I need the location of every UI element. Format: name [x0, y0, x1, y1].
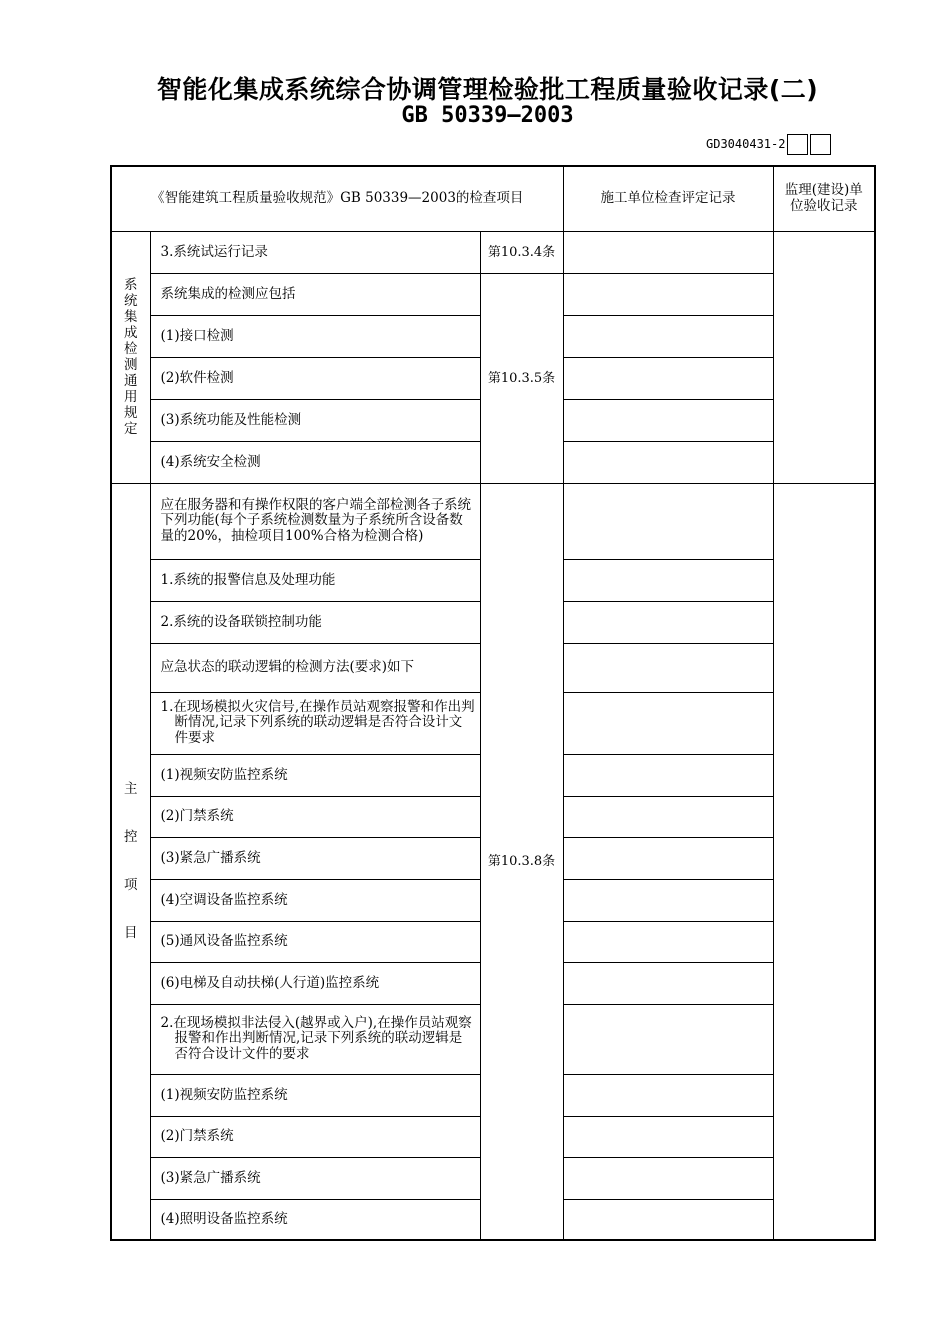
item-cell: 应急状态的联动逻辑的检测方法(要求)如下 [150, 643, 480, 692]
item-cell: 系统集成的检测应包括 [150, 273, 480, 315]
item-cell: (4)空调设备监控系统 [150, 879, 480, 921]
standard-number: GB 50339—2003 [401, 103, 574, 128]
form-code-box-1[interactable] [787, 134, 808, 155]
form-code-text: GD3040431-2 [706, 137, 786, 151]
contractor-record-cell[interactable] [563, 399, 773, 441]
item-cell: (2)软件检测 [150, 357, 480, 399]
contractor-record-cell[interactable] [563, 879, 773, 921]
item-cell: (4)系统安全检测 [150, 441, 480, 483]
table-header-row [111, 166, 875, 231]
form-title: 智能化集成系统综合协调管理检验批工程质量验收记录(二) [156, 75, 819, 104]
contractor-record-cell[interactable] [563, 357, 773, 399]
contractor-record-cell[interactable] [563, 559, 773, 601]
section1-label-text: 系统集成检测通用规定 [124, 277, 138, 437]
item-cell: (2)门禁系统 [150, 796, 480, 837]
section1-label [111, 231, 150, 483]
item-cell: (3)紧急广播系统 [150, 1157, 480, 1199]
item-cell: (2)门禁系统 [150, 1116, 480, 1157]
contractor-record-cell[interactable] [563, 441, 773, 483]
contractor-record-cell[interactable] [563, 231, 773, 273]
item-cell: (5)通风设备监控系统 [150, 921, 480, 962]
contractor-record-cell[interactable] [563, 273, 773, 315]
header-contractor-record: 施工单位检查评定记录 [563, 166, 773, 231]
section2-label [111, 483, 150, 1240]
contractor-record-cell[interactable] [563, 962, 773, 1004]
contractor-record-cell[interactable] [563, 837, 773, 879]
table-row [111, 273, 875, 315]
contractor-record-cell[interactable] [563, 921, 773, 962]
item-cell: 2.系统的设备联锁控制功能 [150, 601, 480, 643]
clause-cell: 第10.3.5条 [480, 273, 563, 483]
contractor-record-cell[interactable] [563, 1116, 773, 1157]
item-cell: (4)照明设备监控系统 [150, 1199, 480, 1240]
supervisor-record-cell[interactable] [773, 231, 875, 483]
item-cell: 3.系统试运行记录 [150, 231, 480, 273]
contractor-record-cell[interactable] [563, 1199, 773, 1240]
item-cell: (3)紧急广播系统 [150, 837, 480, 879]
header-supervisor-record: 监理(建设)单位验收记录 [773, 166, 875, 231]
item-cell: 2.在现场模拟非法侵入(越界或入户),在操作员站观察报警和作出判断情况,记录下列系统的联动逻辑是否符合设计文件的要求 [150, 1004, 480, 1074]
table-row [111, 231, 875, 273]
clause-cell: 第10.3.8条 [480, 483, 563, 1240]
contractor-record-cell[interactable] [563, 315, 773, 357]
item-cell: (3)系统功能及性能检测 [150, 399, 480, 441]
header-spec-items: 《智能建筑工程质量验收规范》GB 50339—2003的检查项目 [111, 166, 563, 231]
item-cell: 1.在现场模拟火灾信号,在操作员站观察报警和作出判断情况,记录下列系统的联动逻辑是否符合设计文件要求 [150, 692, 480, 754]
contractor-record-cell[interactable] [563, 692, 773, 754]
contractor-record-cell[interactable] [563, 483, 773, 559]
item-cell: (1)接口检测 [150, 315, 480, 357]
contractor-record-cell[interactable] [563, 1074, 773, 1116]
contractor-record-cell[interactable] [563, 796, 773, 837]
clause-cell: 第10.3.4条 [480, 231, 563, 273]
form-code [706, 133, 831, 155]
form-code-box-2[interactable] [810, 134, 831, 155]
item-cell: 1.系统的报警信息及处理功能 [150, 559, 480, 601]
contractor-record-cell[interactable] [563, 1157, 773, 1199]
contractor-record-cell[interactable] [563, 643, 773, 692]
item-cell: (6)电梯及自动扶梯(人行道)监控系统 [150, 962, 480, 1004]
contractor-record-cell[interactable] [563, 1004, 773, 1074]
item-cell: (1)视频安防监控系统 [150, 1074, 480, 1116]
contractor-record-cell[interactable] [563, 754, 773, 796]
item-cell: (1)视频安防监控系统 [150, 754, 480, 796]
table-row [111, 483, 875, 559]
section2-label-text: 主控项目 [124, 781, 138, 942]
supervisor-record-cell[interactable] [773, 483, 875, 1240]
item-cell: 应在服务器和有操作权限的客户端全部检测各子系统下列功能(每个子系统检测数量为子系统所含设备数量的20%，抽检项目100%合格为检测合格) [150, 483, 480, 559]
contractor-record-cell[interactable] [563, 601, 773, 643]
inspection-table [110, 165, 876, 1241]
